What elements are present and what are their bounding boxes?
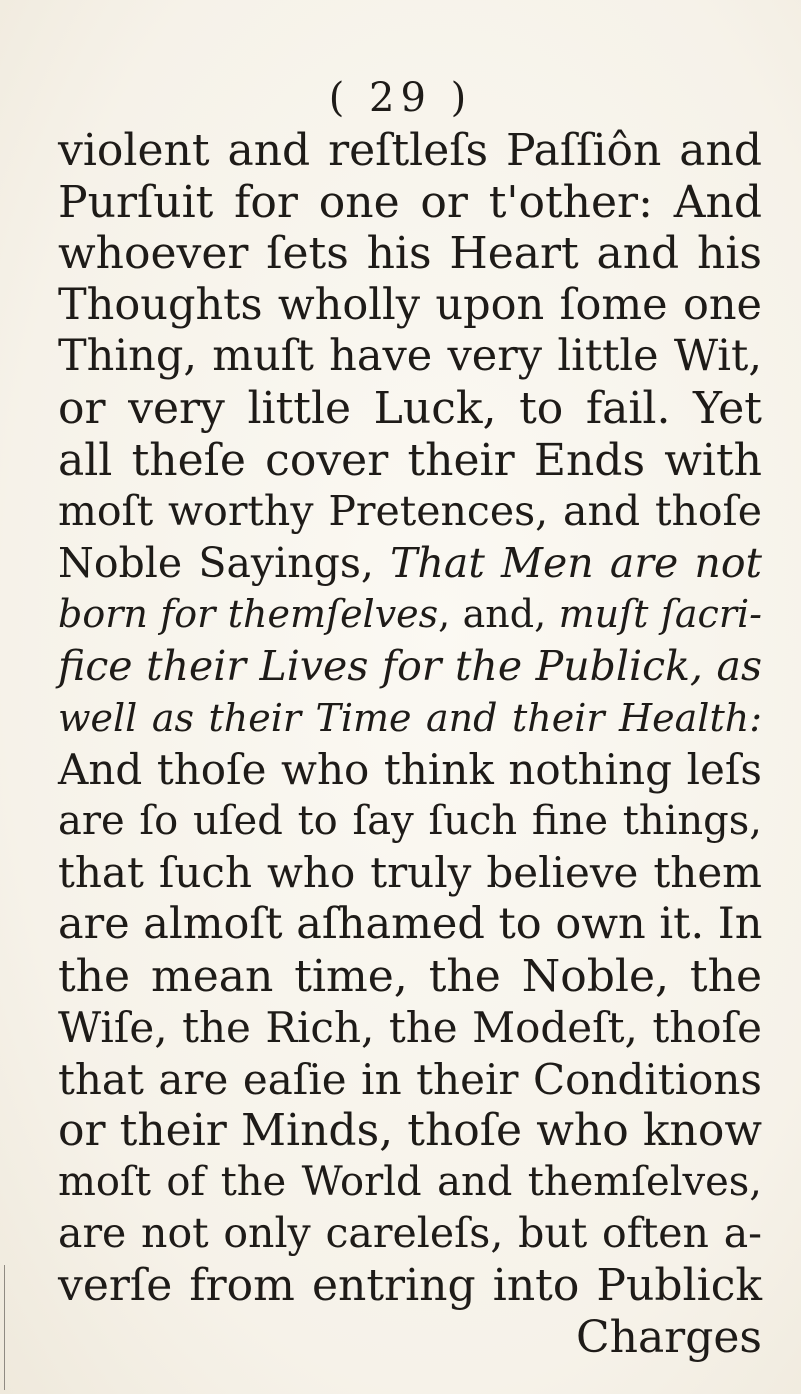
roman-text: or their Minds, thoſe who know bbox=[58, 1105, 762, 1157]
text-line bbox=[58, 796, 762, 848]
text-line bbox=[58, 331, 762, 383]
text-line bbox=[58, 1002, 762, 1054]
roman-text: violent and reſtleſs Paſſiôn and bbox=[58, 125, 762, 176]
roman-text: all theſe cover their Ends with bbox=[58, 434, 762, 486]
text-line bbox=[58, 1208, 762, 1260]
roman-text: , and, bbox=[438, 592, 559, 637]
catchword-line bbox=[58, 1312, 762, 1364]
text-line bbox=[58, 280, 762, 332]
text-line bbox=[58, 744, 762, 796]
text-line bbox=[58, 589, 762, 641]
italic-text: That Men are not bbox=[390, 538, 763, 587]
text-line bbox=[58, 435, 762, 487]
text-line bbox=[58, 641, 762, 693]
italic-text: fice their Lives for the Publick, as bbox=[58, 641, 762, 690]
page-number: ( 29 ) bbox=[328, 75, 473, 121]
text-line bbox=[58, 1157, 762, 1209]
italic-text: muſt ſacri- bbox=[558, 592, 762, 637]
roman-text: that are eaſie in their Conditions bbox=[58, 1054, 762, 1104]
roman-text: Purſuit for one or t'other: And bbox=[58, 176, 762, 228]
roman-text: Thoughts wholly upon ſome one bbox=[58, 279, 762, 330]
page-edge-line bbox=[4, 1265, 5, 1390]
roman-text: moſt of the World and themſelves, bbox=[58, 1158, 762, 1205]
roman-text: Noble Sayings, bbox=[58, 538, 391, 587]
text-line bbox=[58, 1105, 762, 1157]
text-line bbox=[58, 177, 762, 229]
italic-text: well as their Time and their Health: bbox=[58, 695, 762, 740]
text-line bbox=[58, 951, 762, 1003]
roman-text: Wiſe, the Rich, the Modeſt, thoſe bbox=[58, 1003, 762, 1053]
text-line bbox=[58, 383, 762, 435]
roman-text: are not only careleſs, but often a- bbox=[58, 1209, 762, 1258]
roman-text: Charges bbox=[575, 1311, 762, 1363]
roman-text: Thing, muſt have very little Wit, bbox=[58, 331, 762, 382]
text-line bbox=[58, 847, 762, 899]
body-text bbox=[58, 125, 762, 1363]
roman-text: are ſo uſed to ſay ſuch fine things, bbox=[58, 797, 762, 844]
roman-text: or very little Luck, to fail. Yet bbox=[58, 382, 762, 434]
roman-text: that ſuch who truly believe them bbox=[58, 848, 762, 898]
text-line bbox=[58, 125, 762, 177]
text-line bbox=[58, 693, 762, 745]
text-line bbox=[58, 899, 762, 951]
roman-text: the mean time, the Noble, the bbox=[58, 950, 762, 1002]
italic-text: born for themſelves bbox=[58, 592, 439, 637]
roman-text: And thoſe who think nothing leſs bbox=[58, 745, 762, 795]
roman-text: moſt worthy Pretences, and thoſe bbox=[58, 487, 762, 536]
text-line bbox=[58, 1054, 762, 1106]
text-line bbox=[58, 486, 762, 538]
text-line bbox=[58, 1260, 762, 1312]
roman-text: whoever ſets his Heart and his bbox=[58, 228, 762, 280]
text-line bbox=[58, 228, 762, 280]
text-line bbox=[58, 538, 762, 590]
roman-text: verſe from entring into Publick bbox=[58, 1260, 762, 1312]
roman-text: are almoſt aſhamed to own it. In bbox=[58, 898, 763, 949]
